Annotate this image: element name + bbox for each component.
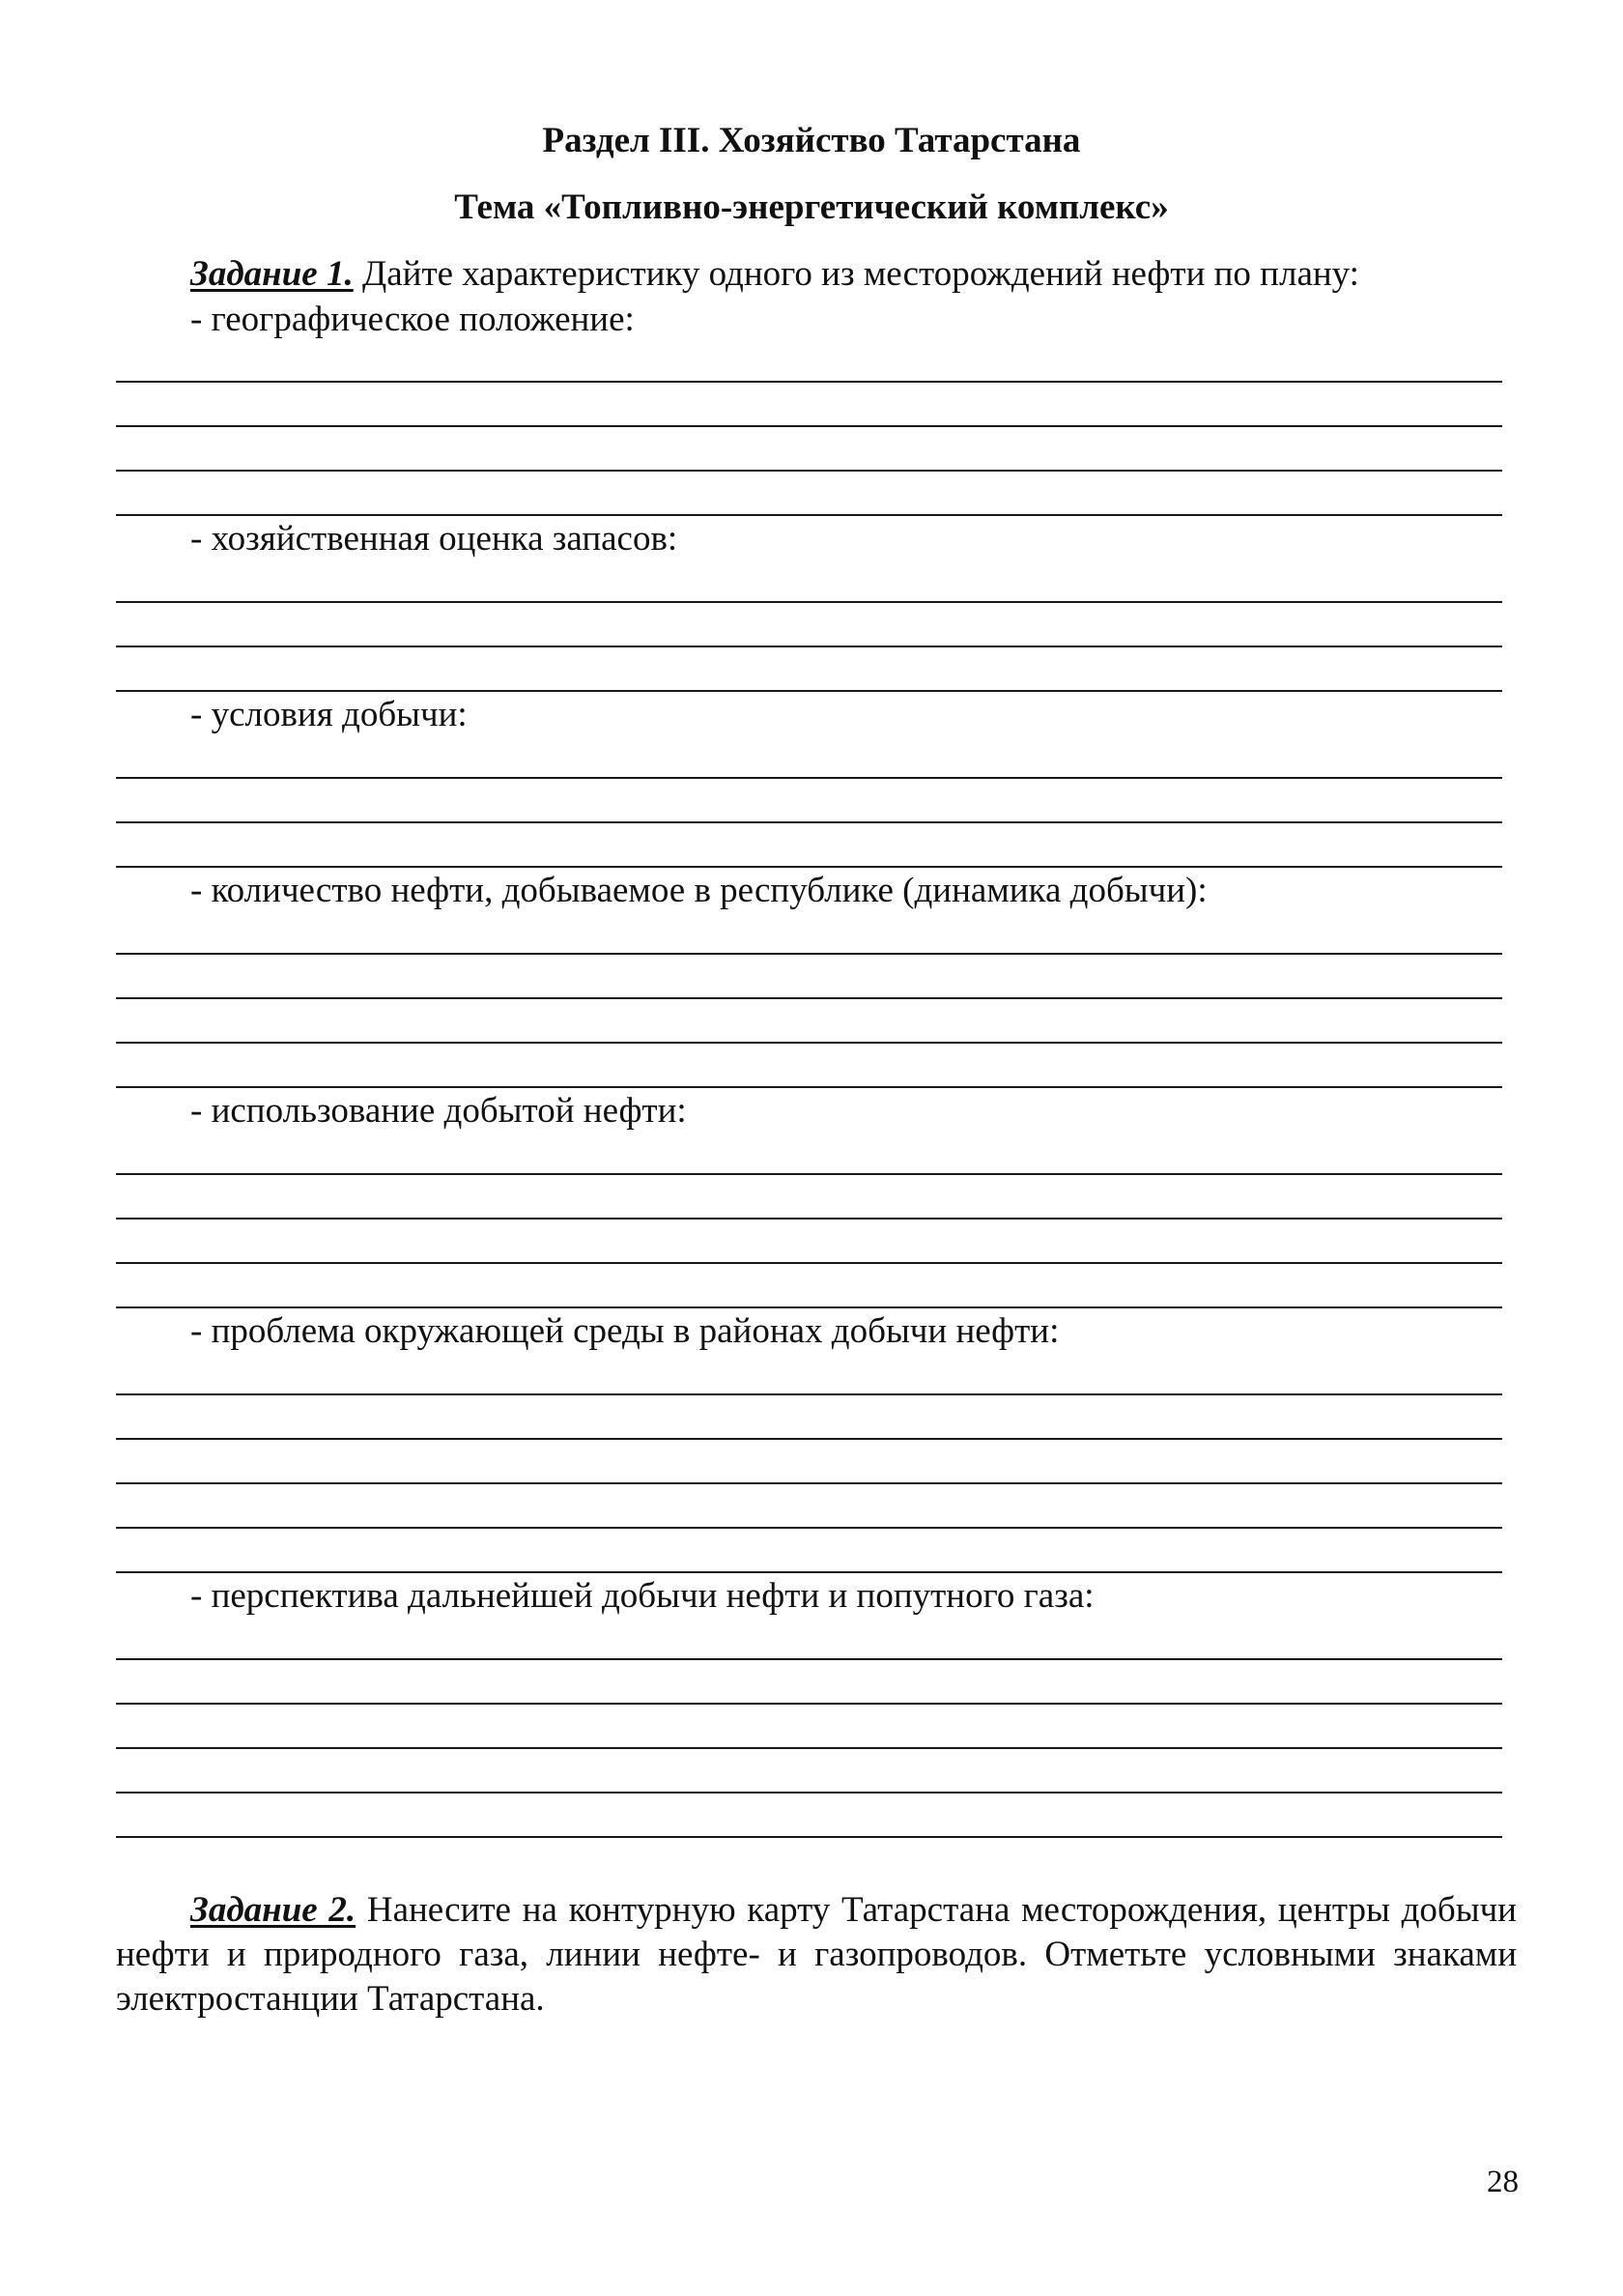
answer-line[interactable] bbox=[116, 1703, 1502, 1705]
plan-item-oil-quantity: - количество нефти, добываемое в республике (динамика добычи): bbox=[190, 871, 1208, 910]
answer-line[interactable] bbox=[116, 470, 1502, 472]
page-number: 28 bbox=[1487, 2165, 1519, 2199]
topic-title: Тема «Топливно-энергетический комплекс» bbox=[454, 187, 1169, 227]
answer-line[interactable] bbox=[116, 1438, 1502, 1440]
section-title: Раздел III. Хозяйство Татарстана bbox=[542, 121, 1081, 160]
answer-line[interactable] bbox=[116, 1527, 1502, 1529]
plan-item-reserves-assessment: - хозяйственная оценка запасов: bbox=[190, 519, 678, 559]
answer-line[interactable] bbox=[116, 1658, 1502, 1660]
answer-line[interactable] bbox=[116, 777, 1502, 779]
answer-line[interactable] bbox=[116, 690, 1502, 692]
answer-line[interactable] bbox=[116, 1393, 1502, 1395]
answer-line[interactable] bbox=[116, 997, 1502, 999]
answer-line[interactable] bbox=[116, 514, 1502, 516]
plan-item-future-prospects: - перспектива дальнейшей добычи нефти и попутного газа: bbox=[190, 1576, 1095, 1616]
task2-text: Нанесите на контурную карту Татарстана месторождения, центры добычи нефти и природного газа, линии нефте- и газопроводов. Отметьте условными знаками электростанции Татарстана. bbox=[116, 1890, 1517, 2019]
answer-line[interactable] bbox=[116, 1042, 1502, 1044]
answer-line[interactable] bbox=[116, 425, 1502, 427]
answer-line[interactable] bbox=[116, 601, 1502, 603]
answer-line[interactable] bbox=[116, 866, 1502, 868]
answer-line[interactable] bbox=[116, 1747, 1502, 1749]
answer-line[interactable] bbox=[116, 1218, 1502, 1220]
answer-line[interactable] bbox=[116, 953, 1502, 955]
answer-line[interactable] bbox=[116, 1086, 1502, 1088]
plan-item-oil-usage: - использование добытой нефти: bbox=[190, 1091, 687, 1131]
task1-label: Задание 1. bbox=[190, 254, 354, 294]
answer-line[interactable] bbox=[116, 1262, 1502, 1264]
answer-line[interactable] bbox=[116, 1792, 1502, 1794]
answer-line[interactable] bbox=[116, 1306, 1502, 1308]
answer-line[interactable] bbox=[116, 381, 1502, 383]
answer-line[interactable] bbox=[116, 1482, 1502, 1484]
answer-line[interactable] bbox=[116, 1571, 1502, 1573]
answer-line[interactable] bbox=[116, 1836, 1502, 1838]
answer-line[interactable] bbox=[116, 821, 1502, 823]
task2-paragraph bbox=[116, 1888, 1517, 2022]
answer-line[interactable] bbox=[116, 1173, 1502, 1175]
plan-item-environmental-problem: - проблема окружающей среды в районах добычи нефти: bbox=[190, 1311, 1060, 1351]
task2-label: Задание 2. bbox=[190, 1890, 356, 1930]
plan-item-extraction-conditions: - условия добычи: bbox=[190, 695, 468, 734]
task1-intro: Дайте характеристику одного из месторождений нефти по плану: bbox=[353, 254, 1359, 294]
answer-line[interactable] bbox=[116, 646, 1502, 647]
plan-item-geographic-position: - географическое положение: bbox=[190, 300, 635, 339]
task1-heading bbox=[190, 253, 1359, 296]
